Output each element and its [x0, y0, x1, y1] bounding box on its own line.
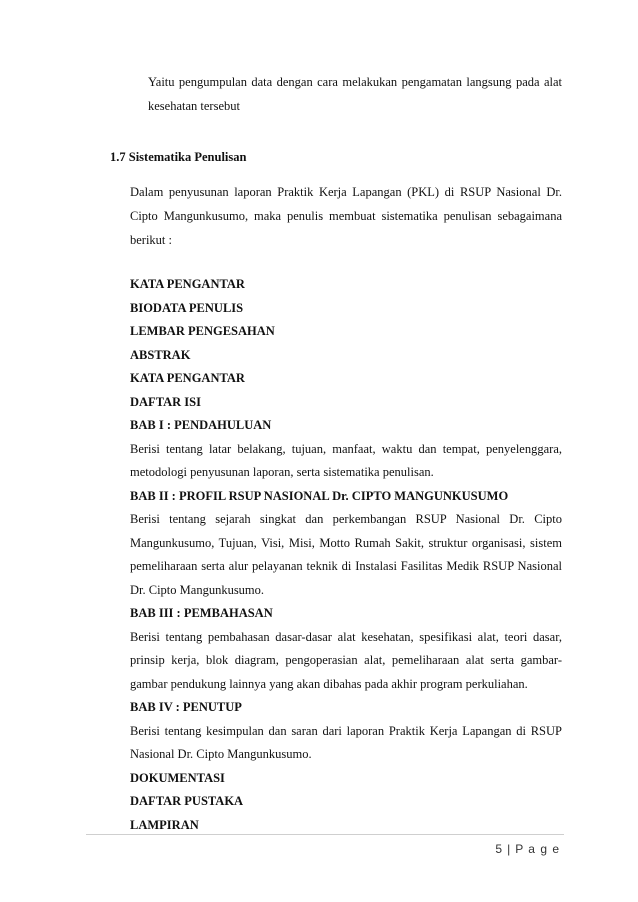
list-item-title: KATA PENGANTAR [130, 277, 245, 291]
chapter-description: Berisi tentang latar belakang, tujuan, manfaat, waktu dan tempat, penyelenggara, metodologi penyusunan laporan, serta sistematika penulisan. [130, 441, 562, 479]
list-item-title: DOKUMENTASI [130, 770, 225, 785]
page-footer [495, 842, 560, 856]
contents-list [130, 273, 562, 837]
list-item-title: LEMBAR PENGESAHAN [130, 324, 275, 338]
page-number: 5 [495, 842, 504, 856]
list-item-title: DAFTAR ISI [130, 394, 201, 409]
page-label: P a g e [515, 842, 560, 856]
list-item-title: LAMPIRAN [130, 817, 199, 832]
intro-paragraph: Yaitu pengumpulan data dengan cara melakukan pengamatan langsung pada alat kesehatan tersebut [148, 75, 562, 113]
chapter-title: BAB II : PROFIL RSUP NASIONAL Dr. CIPTO MANGUNKUSUMO [130, 488, 509, 503]
list-item-title: BIODATA PENULIS [130, 300, 244, 315]
chapter-description: Berisi tentang sejarah singkat dan perkembangan RSUP Nasional Dr. Cipto Mangunkusumo, Tujuan, Visi, Misi, Motto Rumah Sakit, struktur organisasi, sistem pemeliharaan serta alur pelayanan teknik di Instalasi Fasilitas Medik RSUP Nasional Dr. Cipto Mangunkusumo. [130, 512, 562, 597]
footer-separator: | [507, 842, 512, 856]
section-paragraph: Dalam penyusunan laporan Praktik Kerja Lapangan (PKL) di RSUP Nasional Dr. Cipto Mangunkusumo, maka penulis membuat sistematika penulisan sebagaimana berikut : [130, 185, 562, 247]
chapter-title: BAB I : PENDAHULUAN [130, 418, 272, 432]
section-heading: 1.7 Sistematika Penulisan [110, 150, 247, 164]
chapter-title: BAB III : PEMBAHASAN [130, 606, 273, 620]
list-item-title: KATA PENGANTAR [130, 371, 245, 385]
chapter-title: BAB IV : PENUTUP [130, 700, 242, 714]
footer-divider [86, 834, 564, 835]
list-item-title: ABSTRAK [130, 347, 191, 362]
list-item-title: DAFTAR PUSTAKA [130, 794, 244, 808]
chapter-description: Berisi tentang kesimpulan dan saran dari laporan Praktik Kerja Lapangan di RSUP Nasional Dr. Cipto Mangunkusumo. [130, 723, 562, 761]
chapter-description: Berisi tentang pembahasan dasar-dasar alat kesehatan, spesifikasi alat, teori dasar, prinsip kerja, blok diagram, pengoperasian alat, pemeliharaan alat serta gambar-gambar pendukung lainnya yang akan dibahas pada akhir program perkuliahan. [130, 629, 562, 691]
